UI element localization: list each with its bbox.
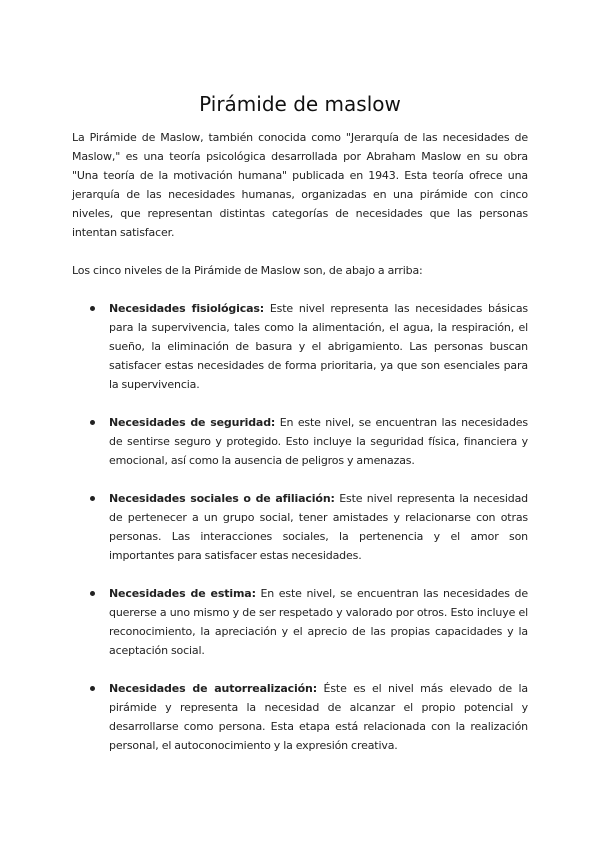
list-item — [72, 679, 528, 755]
page-title: Pirámide de maslow — [199, 92, 401, 116]
bullet-icon — [90, 686, 95, 691]
level-description: Éste es el nivel más elevado de la pirámide y representa la necesidad de alcanzar el propio potencial y desarrollarse como persona. Esta etapa está relacionada con la realización personal, el autoconocimiento y la expresión creativa. — [109, 682, 528, 752]
levels-intro-paragraph: Los cinco niveles de la Pirámide de Maslow son, de abajo a arriba: — [72, 264, 423, 277]
list-item — [72, 299, 528, 394]
list-item — [72, 584, 528, 660]
bullet-icon — [90, 591, 95, 596]
list-item — [72, 413, 528, 470]
level-term: Necesidades de estima: — [109, 587, 256, 600]
bullet-icon — [90, 496, 95, 501]
bullet-icon — [90, 420, 95, 425]
bullet-icon — [90, 306, 95, 311]
level-description: Este nivel representa las necesidades básicas para la supervivencia, tales como la alimentación, el agua, la respiración, el sueño, la eliminación de basura y el abrigamiento. Las personas buscan satisfacer estas necesidades de forma prioritaria, ya que son esenciales para la supervivencia. — [109, 302, 528, 391]
level-term: Necesidades sociales o de afiliación: — [109, 492, 335, 505]
level-description: En este nivel, se encuentran las necesidades de quererse a uno mismo y de ser respetado y valorado por otros. Esto incluye el reconocimiento, la apreciación y el aprecio de las propias capacidades y la aceptación social. — [109, 587, 528, 657]
level-term: Necesidades fisiológicas: — [109, 302, 265, 315]
level-term: Necesidades de seguridad: — [109, 416, 276, 429]
level-term: Necesidades de autorrealización: — [109, 682, 317, 695]
level-description: Este nivel representa la necesidad de pertenecer a un grupo social, tener amistades y relacionarse con otras personas. Las interacciones sociales, la pertenencia y el amor son importantes para satisfacer estas necesidades. — [109, 492, 528, 562]
intro-paragraph: La Pirámide de Maslow, también conocida como "Jerarquía de las necesidades de Maslow," es una teoría psicológica desarrollada por Abraham Maslow en su obra "Una teoría de la motivación humana" publicada en 1943. Esta teoría ofrece una jerarquía de las necesidades humanas, organizadas en una pirámide con cinco niveles, que representan distintas categorías de necesidades que las personas intentan satisfacer. — [72, 131, 528, 239]
level-description: En este nivel, se encuentran las necesidades de sentirse seguro y protegido. Esto incluye la seguridad física, financiera y emocional, así como la ausencia de peligros y amenazas. — [109, 416, 528, 467]
levels-list — [72, 299, 528, 755]
list-item — [72, 489, 528, 565]
